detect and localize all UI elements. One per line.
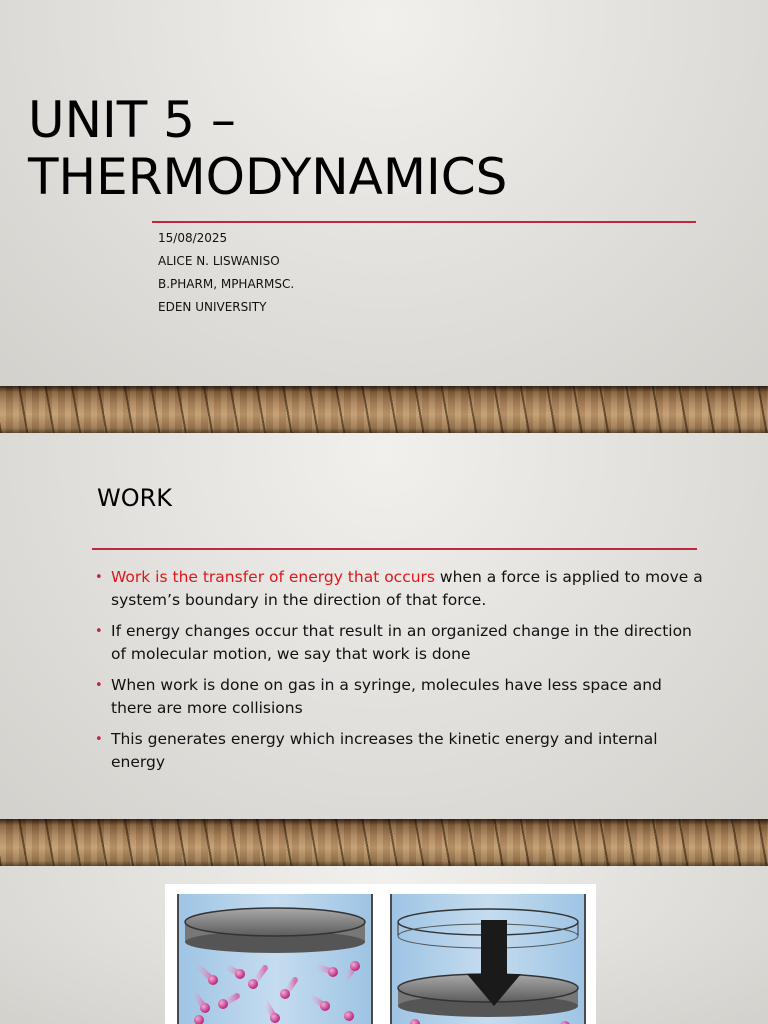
bullet-highlight: Work is the transfer of energy that occurs bbox=[111, 568, 435, 586]
slide-title: UNIT 5 – THERMODYNAMICS bbox=[28, 91, 508, 206]
bullet-text: when a force is applied to move a system’s boundary in the direction of that force. bbox=[111, 568, 703, 609]
diagram-slide bbox=[0, 866, 768, 1024]
title-divider bbox=[152, 221, 696, 223]
bullet-dot-icon: • bbox=[95, 678, 103, 693]
bullet-item bbox=[93, 728, 703, 774]
cylinder-after bbox=[391, 894, 585, 1024]
wood-floor-band bbox=[0, 819, 768, 866]
bullet-dot-icon: • bbox=[95, 624, 103, 639]
bullet-text: If energy changes occur that result in an organized change in the direction of molecular motion, we say that work is done bbox=[111, 622, 692, 663]
bullet-text: When work is done on gas in a syringe, molecules have less space and there are more collisions bbox=[111, 676, 662, 717]
slide-heading: WORK bbox=[97, 484, 173, 512]
syringe-diagram bbox=[165, 884, 596, 1024]
presenter-info bbox=[158, 230, 294, 322]
work-slide bbox=[0, 433, 768, 819]
heading-divider bbox=[92, 548, 697, 550]
presenter-institution: EDEN UNIVERSITY bbox=[158, 300, 267, 314]
bullet-item bbox=[93, 620, 703, 666]
presentation-date: 15/08/2025 bbox=[158, 231, 228, 245]
cylinder-before bbox=[178, 894, 372, 1024]
presenter-name: ALICE N. LISWANISO bbox=[158, 254, 280, 268]
bullet-item bbox=[93, 566, 703, 612]
wood-floor-band bbox=[0, 386, 768, 433]
title-slide bbox=[0, 0, 768, 386]
bullet-text: This generates energy which increases the kinetic energy and internal energy bbox=[111, 730, 658, 771]
bullet-dot-icon: • bbox=[95, 570, 103, 585]
presenter-credentials: B.PHARM, MPHARMSC. bbox=[158, 277, 295, 291]
gas-compression-illustration bbox=[165, 884, 596, 1024]
bullet-dot-icon: • bbox=[95, 732, 103, 747]
bullet-list bbox=[93, 566, 703, 782]
bullet-item bbox=[93, 674, 703, 720]
